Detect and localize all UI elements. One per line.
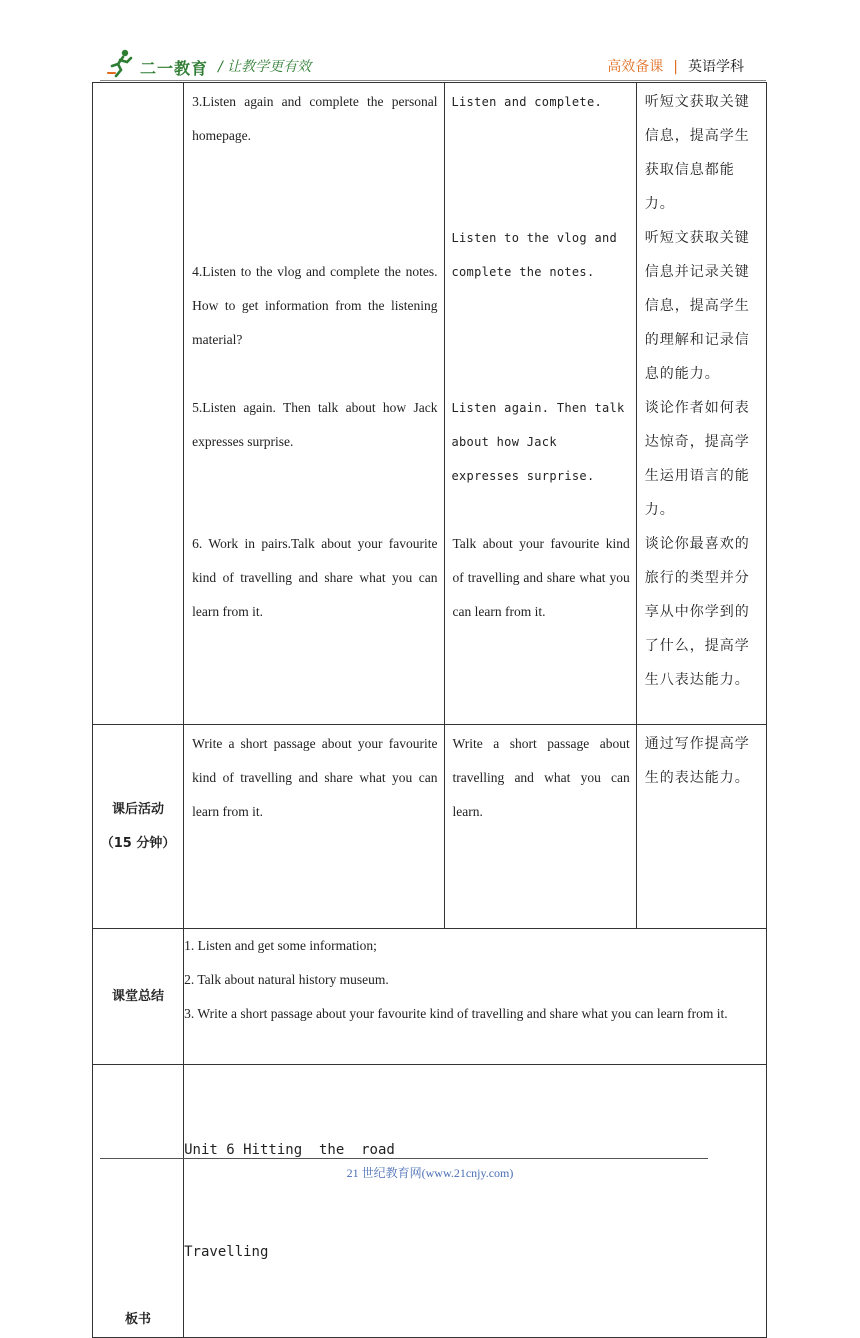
after-student-activity: Write a short passage about travelling and what you can learn.: [452, 736, 630, 819]
board-line: Travelling: [184, 1244, 269, 1260]
teacher-activity-cell: [184, 725, 444, 929]
table-row: [93, 725, 767, 929]
student-activity-5: Listen again. Then talk about how Jack expresses surprise.: [451, 401, 625, 483]
table-row: [93, 929, 767, 1065]
stage-cell: [93, 83, 184, 725]
board-content: [184, 1065, 767, 1338]
header-subject-tag: [607, 56, 744, 76]
header-tag-subject: 英语学科: [688, 59, 744, 75]
summary-content: [184, 929, 767, 1065]
design-intent-5: 谈论作者如何表达惊奇，提高学生运用语言的能力。: [644, 400, 750, 518]
after-class-label: 课后活动（15 分钟）: [93, 725, 184, 929]
design-intent-4: 听短文获取关键信息并记录关键信息，提高学生的理解和记录信息的能力。: [644, 230, 750, 382]
design-intent-6: 谈论你最喜欢的旅行的类型并分享从中你学到的了什么，提高学生八表达能力。: [644, 536, 750, 688]
table-row: [93, 83, 767, 725]
header-divider: [100, 80, 766, 81]
teacher-activity-3: 3.Listen again and complete the personal homepage.: [192, 94, 438, 143]
header-tag-prep: 高效备课: [607, 59, 664, 75]
header-tag-separator: |: [673, 59, 678, 75]
board-label: 板书: [93, 1065, 184, 1338]
student-activity-4: Listen to the vlog and complete the notes.: [451, 231, 618, 279]
teacher-activity-6: 6. Work in pairs.Talk about your favourite kind of travelling and share what you can learn from it.: [192, 536, 438, 619]
summary-item: 1. Listen and get some information;: [184, 938, 377, 953]
brand-name: 二一教育: [140, 59, 209, 78]
board-line: Unit 6 Hitting the road: [184, 1142, 395, 1158]
page-header: [100, 42, 766, 82]
after-design-intent: 通过写作提高学生的表达能力。: [644, 736, 750, 786]
student-activity-cell: [444, 725, 636, 929]
summary-item: 3. Write a short passage about your favourite kind of travelling and share what you can learn from it.: [184, 1006, 728, 1021]
brand-slogan: / 让教学更有效: [218, 59, 312, 75]
runner-logo-icon: [106, 48, 136, 78]
teacher-activity-cell: [184, 83, 444, 725]
teacher-activity-5: 5.Listen again. Then talk about how Jack expresses surprise.: [192, 400, 438, 449]
design-intent-3: 听短文获取关键信息，提高学生获取信息都能力。: [644, 94, 750, 212]
footer-divider: [100, 1158, 708, 1159]
table-row: [93, 1065, 767, 1338]
design-intent-cell: [636, 725, 766, 929]
student-activity-6: Talk about your favourite kind of travelling and share what you can learn from it.: [452, 536, 630, 619]
student-activity-cell: [444, 83, 636, 725]
after-teacher-activity: Write a short passage about your favourite kind of travelling and share what you can learn from it.: [192, 736, 438, 819]
student-activity-3: Listen and complete.: [451, 95, 602, 109]
teacher-activity-4: 4.Listen to the vlog and complete the notes. How to get information from the listening material?: [192, 264, 438, 347]
footer-source: 21 世纪教育网(www.21cnjy.com): [346, 1166, 514, 1180]
design-intent-cell: [636, 83, 766, 725]
summary-item: 2. Talk about natural history museum.: [184, 972, 389, 987]
lesson-plan-table: [92, 82, 767, 1338]
summary-label: 课堂总结: [93, 929, 184, 1065]
